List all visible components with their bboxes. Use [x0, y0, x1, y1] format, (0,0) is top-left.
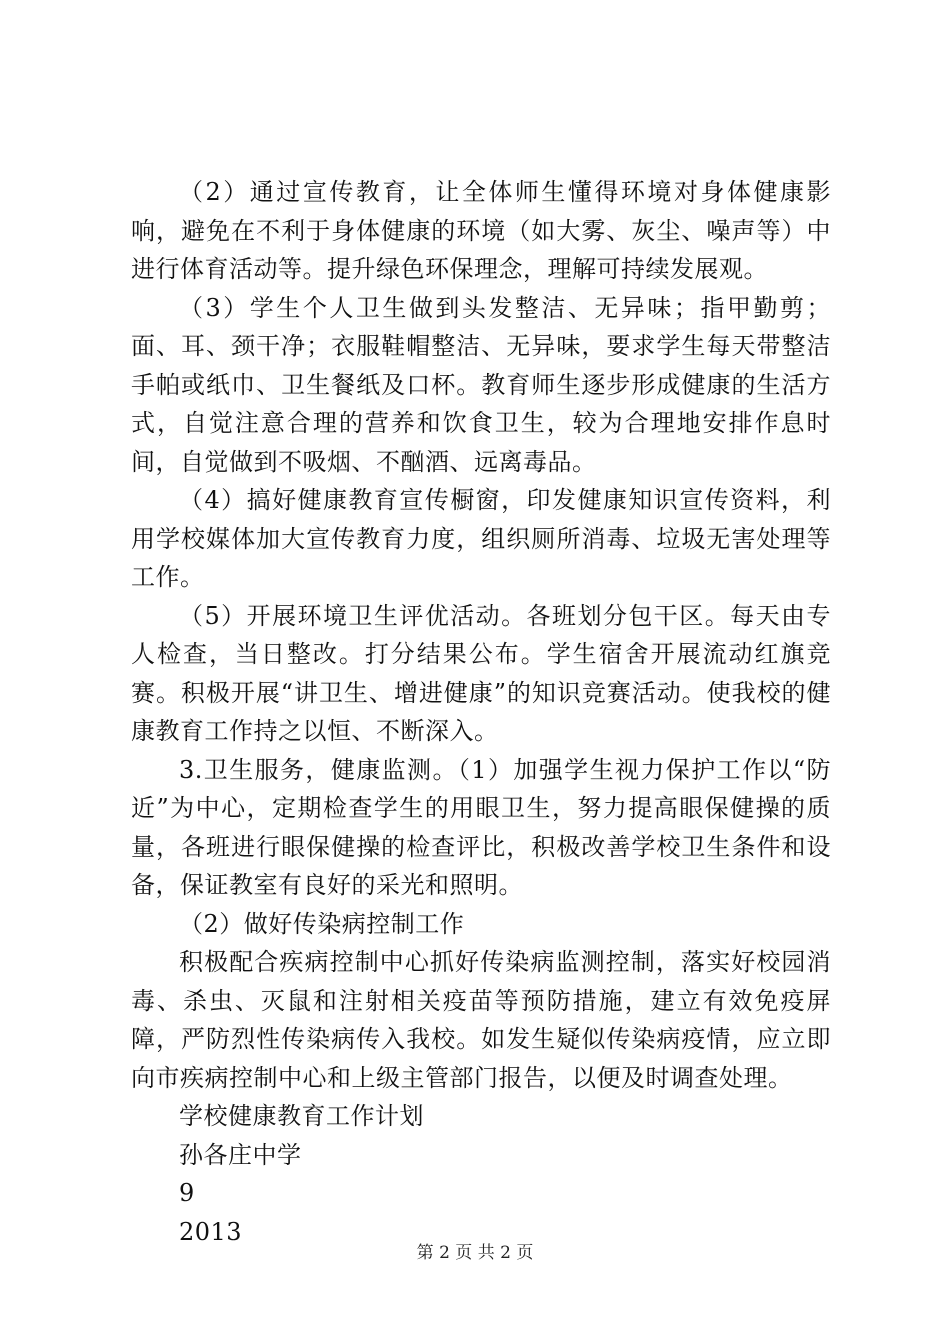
paragraph-disease-control: 积极配合疾病控制中心抓好传染病监测控制，落实好校园消毒、杀虫、灭鼠和注射相关疫苗等预防措施，建立有效免疫屏障，严防烈性传染病传入我校。如发生疑似传染病疫情，应立即向市疾病控制中心和上级主管部门报告，以便及时调查处理。	[131, 948, 831, 1092]
paragraph-health-monitoring: 3.卫生服务，健康监测。（1）加强学生视力保护工作以“防近”为中心，定期检查学生的用眼卫生，努力提高眼保健操的质量，各班进行眼保健操的检查评比，积极改善学校卫生条件和设备，保证教室有良好的采光和照明。	[131, 755, 831, 899]
page-number-label: 第 2 页 共 2 页	[416, 1243, 534, 1263]
closing-month: 9	[179, 1179, 195, 1207]
closing-school: 孙各庄中学	[179, 1140, 302, 1169]
paragraph-hygiene-evaluation: （5）开展环境卫生评优活动。各班划分包干区。每天由专人检查，当日整改。打分结果公布。学生宿舍开展流动红旗竞赛。积极开展“讲卫生、增进健康”的知识竞赛活动。使我校的健康教育工作持之以恒、不断深入。	[131, 601, 831, 745]
closing-year: 2013	[179, 1217, 243, 1246]
paragraph-personal-hygiene: （3）学生个人卫生做到头发整洁、无异味；指甲勤剪；面、耳、颈干净；衣服鞋帽整洁、无异味，要求学生每天带整洁手帕或纸巾、卫生餐纸及口杯。教育师生逐步形成健康的生活方式，自觉注意合理的营养和饮食卫生，较为合理地安排作息时间，自觉做到不吸烟、不酗酒、远离毒品。	[131, 293, 831, 476]
page-footer	[0, 1242, 950, 1264]
paragraph-environment-education: （2）通过宣传教育，让全体师生懂得环境对身体健康影响，避免在不利于身体健康的环境（如大雾、灰尘、噪声等）中进行体育活动等。提升绿色环保理念，理解可持续发展观。	[131, 178, 831, 283]
document-body	[131, 173, 831, 1251]
closing-title: 学校健康教育工作计划	[179, 1102, 424, 1130]
paragraph-disease-control-heading: （2）做好传染病控制工作	[179, 909, 465, 938]
paragraph-publicity-window: （4）搞好健康教育宣传橱窗，印发健康知识宣传资料，利用学校媒体加大宣传教育力度，组织厕所消毒、垃圾无害处理等工作。	[131, 486, 831, 591]
